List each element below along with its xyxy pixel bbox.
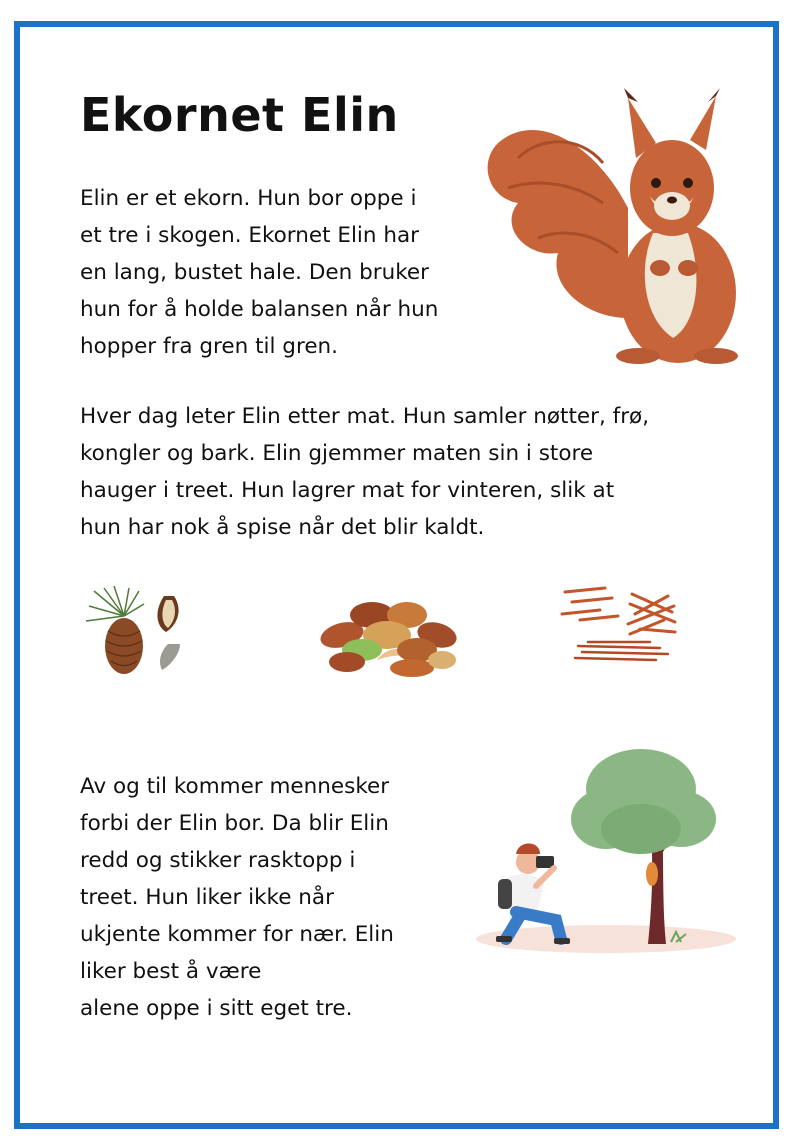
- nuts-illustration: [312, 590, 462, 678]
- text-line: Hver dag leter Elin etter mat. Hun samler nøtter, frø,: [80, 404, 650, 429]
- paragraph-intro: [80, 180, 438, 365]
- text-line: alene oppe i sitt eget tre.: [80, 996, 353, 1021]
- photographer-tree-illustration: [466, 744, 738, 956]
- text-line: liker best å være: [80, 959, 262, 984]
- text-line: hun har nok å spise når det blir kaldt.: [80, 515, 485, 540]
- text-line: Av og til kommer mennesker: [80, 774, 390, 799]
- text-line: hauger i treet. Hun lagrer mat for vinteren, slik at: [80, 478, 615, 503]
- text-line: et tre i skogen. Ekornet Elin har: [80, 223, 420, 248]
- text-line: forbi der Elin bor. Da blir Elin: [80, 811, 389, 836]
- page-title: Ekornet Elin: [80, 88, 399, 142]
- pinecone-seeds-illustration: [84, 586, 190, 678]
- text-line: ukjente kommer for nær. Elin: [80, 922, 394, 947]
- squirrel-illustration: [478, 88, 740, 370]
- text-line: kongler og bark. Elin gjemmer maten sin i store: [80, 441, 594, 466]
- text-line: hopper fra gren til gren.: [80, 334, 339, 359]
- text-line: redd og stikker rasktopp i: [80, 848, 356, 873]
- text-line: en lang, bustet hale. Den bruker: [80, 260, 429, 285]
- text-line: Elin er et ekorn. Hun bor oppe i: [80, 186, 417, 211]
- text-line: treet. Hun liker ikke når: [80, 885, 334, 910]
- paragraph-people: [80, 768, 394, 1027]
- paragraph-food: [80, 398, 649, 546]
- text-line: hun for å holde balansen når hun: [80, 297, 439, 322]
- bark-illustration: [560, 584, 682, 666]
